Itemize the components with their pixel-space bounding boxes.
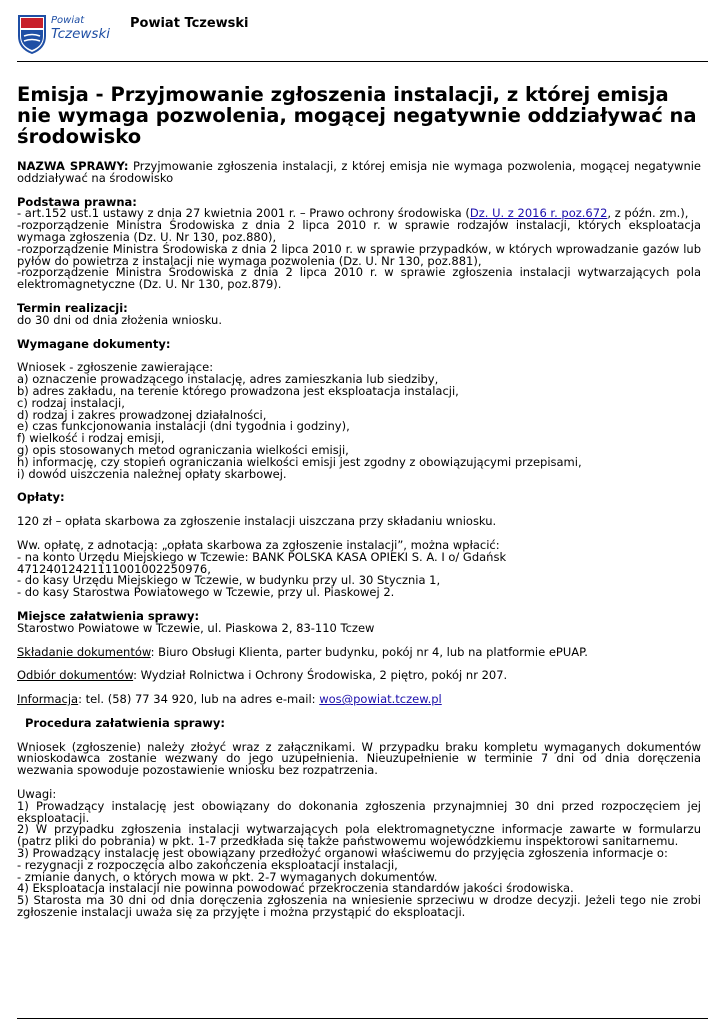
info-label: Informacja	[17, 692, 79, 707]
powiat-logo[interactable]	[17, 12, 112, 58]
note-item: 2) W przypadku zgłoszenia instalacji wytwarzających pola elektromagnetyczne informacje zawarte w formularzu (patrz pliki do pobrania) w pkt. 1-7 przedkłada się także państwowemu wojewódzkiemu inspektorowi sanitarnemu.	[17, 822, 701, 849]
fees-line: 47124012421111001002250976,	[17, 561, 211, 576]
submit-label: Składanie dokumentów	[17, 644, 151, 659]
document-body	[17, 84, 701, 919]
term-heading: Termin realizacji:	[17, 300, 128, 315]
info-text: : tel. (58) 77 34 920, lub na adres e-mail:	[78, 692, 320, 707]
note-item: 4) Eksploatacja instalacji nie powinna powodować przekroczenia standardów jakości środowiska.	[17, 881, 574, 896]
procedure-text: Wniosek (zgłoszenie) należy złożyć wraz z załącznikami. W przypadku braku kompletu wymaganych dokumentów wnioskodawca zostanie wezwany do jego uzupełnienia. Nieuzupełnienie w terminie 7 dni od dnia doręczenia wezwania spowoduje pozostawienie wniosku bez rozpatrzenia.	[17, 739, 701, 778]
note-item: 3) Prowadzący instalację jest obowiązany przedłożyć organowi właściwemu do przyjęcia zgłoszenia informacje o:	[17, 846, 668, 861]
note-item: - zmianie danych, o których mowa w pkt. 2-7 wymaganych dokumentów.	[17, 869, 438, 884]
documents-heading: Wymagane dokumenty:	[17, 336, 171, 351]
fees-line: - do kasy Starostwa Powiatowego w Tczewie, przy ul. Piaskowej 2.	[17, 585, 395, 600]
logo-text-big: Tczewski	[51, 26, 111, 42]
logo-text-small: Powiat	[51, 15, 85, 26]
legal-basis-heading: Podstawa prawna:	[17, 194, 137, 209]
pickup-text: : Wydział Rolnictwa i Ochrony Środowiska, 2 piętro, pokój nr 207.	[133, 668, 508, 683]
note-item: - rezygnacji z rozpoczęcia albo zakończenia eksploatacji instalacji,	[17, 857, 398, 872]
fees-line: - do kasy Urzędu Miejskiego w Tczewie, w budynku przy ul. 30 Stycznia 1,	[17, 573, 441, 588]
case-name-text: Przyjmowanie zgłoszenia instalacji, z której emisja nie wymaga pozwolenia, mogącej negatywnie oddziaływać na środowisko	[17, 159, 702, 185]
procedure-heading: Procedura załatwienia sprawy:	[25, 715, 225, 730]
documents-item: i) dowód uiszczenia należnej opłaty skarbowej.	[17, 466, 287, 481]
fees-heading: Opłaty:	[17, 490, 65, 505]
fees-text: 120 zł – opłata skarbowa za zgłoszenie instalacji uiszczana przy składaniu wniosku.	[17, 514, 497, 529]
contact-info	[17, 694, 701, 706]
documents-item: e) czas funkcjonowania instalacji (dni tygodnia i godziny),	[17, 419, 350, 434]
place-text: Starostwo Powiatowe w Tczewie, ul. Piaskowa 2, 83-110 Tczew	[17, 620, 375, 635]
note-item: 1) Prowadzący instalację jest obowiązany do dokonania zgłoszenia przynajmniej 30 dni przed rozpoczęciem jej eksploatacji.	[17, 798, 701, 825]
case-name-label: NAZWA SPRAWY:	[17, 159, 129, 173]
documents-item: b) adres zakładu, na terenie którego prowadzona jest eksploatacja instalacji,	[17, 383, 459, 398]
documents-item: a) oznaczenie prowadzącego instalację, adres zamieszkania lub siedziby,	[17, 372, 439, 387]
note-item: 5) Starosta ma 30 dni od dnia doręczenia zgłoszenia na wniesienie sprzeciwu w drodze decyzji. Jeżeli tego nie zrobi zgłoszenie instalacji uważa się za przyjęte i można przystąpić do eksploatacji.	[17, 893, 701, 920]
place-heading: Miejsce załatwienia sprawy:	[17, 608, 200, 623]
notes-label: Uwagi:	[17, 787, 57, 802]
coat-of-arms-icon	[17, 14, 47, 54]
email-link[interactable]: wos@powiat.tczew.pl	[319, 692, 442, 707]
documents-item: g) opis stosowanych metod ograniczania wielkości emisji,	[17, 442, 349, 457]
term-text: do 30 dni od dnia złożenia wniosku.	[17, 312, 223, 327]
documents-item: f) wielkość i rodzaj emisji,	[17, 431, 165, 446]
fees-line: - na konto Urzędu Miejskiego w Tczewie: BANK POLSKA KASA OPIEKI S. A. I o/ Gdańsk	[17, 549, 507, 564]
footer-divider	[17, 1018, 708, 1019]
case-name	[17, 161, 701, 185]
documents-item: d) rodzaj i zakres prowadzonej działalności,	[17, 407, 267, 422]
pickup-info	[17, 670, 701, 682]
page-title: Emisja - Przyjmowanie zgłoszenia instalacji, z której emisja nie wymaga pozwolenia, mogącej negatywnie oddziaływać na środowisko	[17, 83, 697, 148]
legal-basis-item: -rozporządzenie Ministra Środowiska z dnia 2 lipca 2010 r. w sprawie rodzajów instalacji, których eksploatacja wymaga zgłoszenia (Dz. U. Nr 130, poz.880),	[17, 218, 701, 244]
legal-basis-text: - art.152 ust.1 ustawy z dnia 27 kwietnia 2001 r. – Prawo ochrony środowiska (	[17, 206, 470, 221]
submit-text: : Biuro Obsługi Klienta, parter budynku, pokój nr 4, lub na platformie ePUAP.	[150, 644, 588, 659]
submit-info	[17, 644, 701, 659]
pickup-label: Odbiór dokumentów	[17, 668, 134, 683]
fees-line: Ww. opłatę, z adnotacją: „opłata skarbowa za zgłoszenie instalacji”, można wpłacić:	[17, 537, 500, 552]
page-header	[17, 12, 708, 62]
site-name: Powiat Tczewski	[130, 16, 249, 31]
documents-item: c) rodzaj instalacji,	[17, 395, 125, 410]
documents-intro: Wniosek - zgłoszenie zawierające:	[17, 360, 214, 375]
legal-basis-item: -rozporządzenie Ministra Środowiska z dnia 2 lipca 2010 r. w sprawie zgłoszenia instalacji wytwarzających pola elektromagnetyczne (Dz. U. Nr 130, poz.879).	[17, 265, 701, 292]
law-link[interactable]: Dz. U. z 2016 r. poz.672	[469, 206, 608, 221]
legal-basis-item: -rozporządzenie Ministra Środowiska z dnia 2 lipca 2010 r. w sprawie przypadków, w których wprowadzanie gazów lub pyłów do powietrza z instalacji nie wymaga pozwolenia (Dz. U. Nr 130, poz.881),	[17, 241, 701, 268]
documents-item: h) informację, czy stopień ograniczania wielkości emisji jest zgodny z obowiązującymi przepisami,	[17, 454, 582, 469]
header-divider	[17, 61, 708, 62]
legal-basis-text: , z późn. zm.),	[607, 206, 689, 221]
